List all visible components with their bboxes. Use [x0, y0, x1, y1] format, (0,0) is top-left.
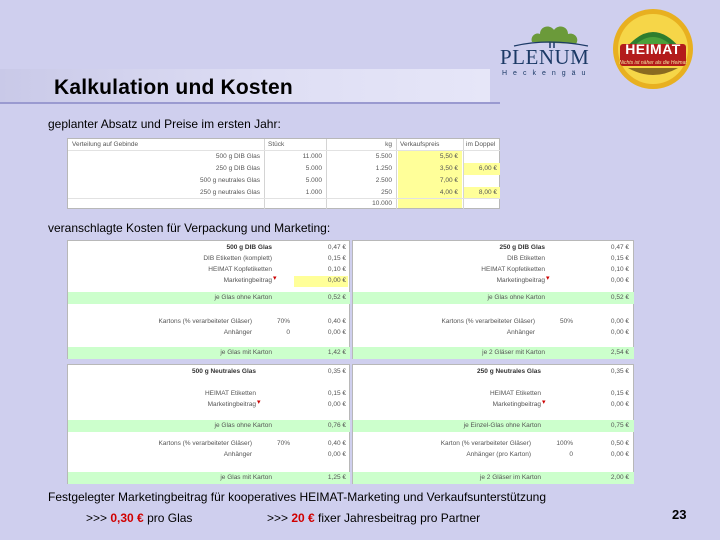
cost-row-label: Kartons (% verarbeiteter Gläser) — [441, 318, 535, 325]
cost-row-value: 0,40 € — [327, 440, 346, 447]
cost-row-label: Karton (% verarbeiteter Gläser) — [440, 440, 531, 447]
sales-row-kg: 1.250 — [375, 165, 392, 172]
cost-row-label: Marketingbeitrag — [496, 277, 545, 284]
cost-block-title-value: 0,35 € — [327, 368, 346, 375]
cost-block-title: 500 g DIB Glas — [226, 244, 272, 251]
cost-block-title: 250 g DIB Glas — [499, 244, 545, 251]
fee-arrow: >>> — [267, 511, 292, 525]
cost-row-value: 0,15 € — [327, 255, 346, 262]
comment-marker: ▾ — [273, 275, 277, 282]
comment-marker: ▾ — [546, 275, 550, 282]
cost-row-value: 0,10 € — [327, 266, 346, 273]
cost-total-label: je 2 Gläser im Karton — [479, 474, 541, 481]
cost-row-value: 0,00 € — [610, 318, 629, 325]
cost-row-value: 0,15 € — [610, 255, 629, 262]
cost-row-pct: 70% — [276, 440, 290, 447]
sales-header-stueck: Stück — [268, 141, 285, 148]
cost-row-value: 0,15 € — [327, 390, 346, 397]
cost-row-label: HEIMAT Kopfetiketten — [208, 266, 272, 273]
cost-row-value: 0,00 € — [327, 329, 346, 336]
cost-block-500g-neutral — [67, 364, 350, 484]
fee-per-glass-value: 0,30 € — [110, 511, 144, 525]
sales-header-price: Verkaufspreis — [400, 141, 440, 148]
cost-row-label: HEIMAT Etiketten — [489, 390, 541, 397]
sales-row-label: 500 g DIB Glas — [215, 153, 260, 160]
cost-block-500g-dib — [67, 240, 350, 359]
sales-row-price: 3,50 € — [439, 165, 458, 172]
cost-row-label: Marketingbeitrag — [492, 401, 541, 408]
page-number: 23 — [672, 507, 687, 522]
cost-total-value: 2,00 € — [610, 474, 629, 481]
sales-row-kg: 2.500 — [375, 177, 392, 184]
fee-arrow: >>> — [86, 511, 111, 525]
cost-block-title: 500 g Neutrales Glas — [192, 368, 256, 375]
cost-subtotal-value: 0,52 € — [610, 294, 629, 301]
cost-total-label: je Glas mit Karton — [220, 349, 272, 356]
slide-title: Kalkulation und Kosten — [54, 76, 293, 99]
cost-row-value: 0,10 € — [610, 266, 629, 273]
cost-row-pct: 0 — [286, 329, 290, 336]
comment-marker: ▾ — [257, 399, 261, 406]
cost-row-pct: 50% — [559, 318, 573, 325]
cost-subtotal-value: 0,76 € — [327, 422, 346, 429]
sales-header-kg: kg — [385, 141, 392, 148]
cost-row-label: Marketingbeitrag — [207, 401, 256, 408]
cost-row-label: Anhänger — [223, 451, 252, 458]
sales-row-price: 7,00 € — [439, 177, 458, 184]
cost-subtotal-label: je Glas ohne Karton — [214, 294, 272, 301]
sales-row-stueck: 1.000 — [305, 189, 322, 196]
cost-total-label: je 2 Gläser mit Karton — [482, 349, 545, 356]
sales-row-price: 4,00 € — [439, 189, 458, 196]
cost-row-value: 0,00 € — [610, 451, 629, 458]
cost-subtotal-label: je Glas ohne Karton — [214, 422, 272, 429]
cost-row-value: 0,00 € — [327, 451, 346, 458]
cost-block-title-value: 0,35 € — [610, 368, 629, 375]
cost-total-value: 2,54 € — [610, 349, 629, 356]
plenum-subtitle: Heckengäu — [502, 70, 592, 77]
cost-row-label: DIB Etiketten (komplett) — [203, 255, 272, 262]
cost-row-value: 0,50 € — [610, 440, 629, 447]
comment-marker: ▾ — [542, 399, 546, 406]
cost-row-value: 0,00 € — [610, 277, 629, 284]
cost-subtotal-label: je Glas ohne Karton — [487, 294, 545, 301]
cost-row-label: Kartons (% verarbeiteter Gläser) — [158, 318, 252, 325]
cost-row-value: 0,00 € — [327, 277, 346, 284]
cost-subtotal-label: je Einzel-Glas ohne Karton — [463, 422, 541, 429]
sales-total-kg: 10.000 — [372, 200, 392, 207]
sales-table — [67, 138, 500, 209]
title-underline — [0, 102, 500, 104]
fee-per-glass-suffix: pro Glas — [143, 511, 193, 525]
sales-row-stueck: 11.000 — [302, 153, 322, 160]
cost-subtotal-value: 0,75 € — [610, 422, 629, 429]
cost-total-value: 1,25 € — [327, 474, 346, 481]
plenum-logo — [492, 12, 604, 80]
cost-row-label: Anhänger (pro Karton) — [466, 451, 531, 458]
cost-row-pct: 100% — [556, 440, 573, 447]
caption-marketing-fee: Festgelegter Marketingbeitrag für kooperatives HEIMAT-Marketing und Verkaufsunterstützung — [48, 490, 547, 504]
cost-row-label: DIB Etiketten — [507, 255, 545, 262]
cost-row-label: HEIMAT Etiketten — [204, 390, 256, 397]
cost-row-label: Kartons (% verarbeiteter Gläser) — [158, 440, 252, 447]
cost-row-value: 0,15 € — [610, 390, 629, 397]
heimat-wordmark: HEIMAT — [625, 41, 681, 57]
sales-row-double: 8,00 € — [478, 189, 497, 196]
plenum-wordmark: PLENUM — [500, 45, 590, 69]
cost-row-value: 0,00 € — [610, 401, 629, 408]
sales-row-label: 500 g neutrales Glas — [200, 177, 260, 184]
sales-row-price: 5,50 € — [439, 153, 458, 160]
cost-subtotal-value: 0,52 € — [327, 294, 346, 301]
fee-per-partner-suffix: fixer Jahresbeitrag pro Partner — [314, 511, 481, 525]
fee-per-partner-value: 20 € — [291, 511, 315, 525]
sales-row-kg: 250 — [381, 189, 392, 196]
cost-row-pct: 0 — [569, 451, 573, 458]
cost-total-value: 1,42 € — [327, 349, 346, 356]
cost-block-title-value: 0,47 € — [610, 244, 629, 251]
sales-row-stueck: 5.000 — [305, 177, 322, 184]
sales-row-kg: 5.500 — [375, 153, 392, 160]
cost-row-label: Anhänger — [223, 329, 252, 336]
sales-header-double: im Doppel — [466, 141, 496, 148]
sales-row-double: 6,00 € — [478, 165, 497, 172]
caption-sales-plan: geplanter Absatz und Preise im ersten Jahr: — [48, 117, 281, 131]
cost-row-value: 0,40 € — [327, 318, 346, 325]
cost-row-value: 0,00 € — [327, 401, 346, 408]
sales-row-label: 250 g neutrales Glas — [200, 189, 260, 196]
cost-total-label: je Glas mit Karton — [220, 474, 272, 481]
sales-header-distribution: Verteilung auf Gebinde — [72, 141, 139, 148]
fee-per-glass — [86, 511, 192, 525]
cost-row-value: 0,00 € — [610, 329, 629, 336]
cost-block-title: 250 g Neutrales Glas — [477, 368, 541, 375]
fee-per-partner — [267, 511, 480, 525]
heimat-logo — [612, 8, 694, 90]
cost-row-pct: 70% — [276, 318, 290, 325]
sales-row-stueck: 5.000 — [305, 165, 322, 172]
cost-row-label: HEIMAT Kopfetiketten — [481, 266, 545, 273]
cost-block-250g-dib — [352, 240, 634, 359]
heimat-tagline: Nichts ist näher als die Heimat — [619, 60, 687, 66]
caption-costs: veranschlagte Kosten für Verpackung und Marketing: — [48, 221, 331, 235]
cost-block-250g-neutral — [352, 364, 634, 484]
cost-block-title-value: 0,47 € — [327, 244, 346, 251]
cost-row-label: Anhänger — [506, 329, 535, 336]
sales-row-label: 250 g DIB Glas — [215, 165, 260, 172]
cost-row-label: Marketingbeitrag — [223, 277, 272, 284]
